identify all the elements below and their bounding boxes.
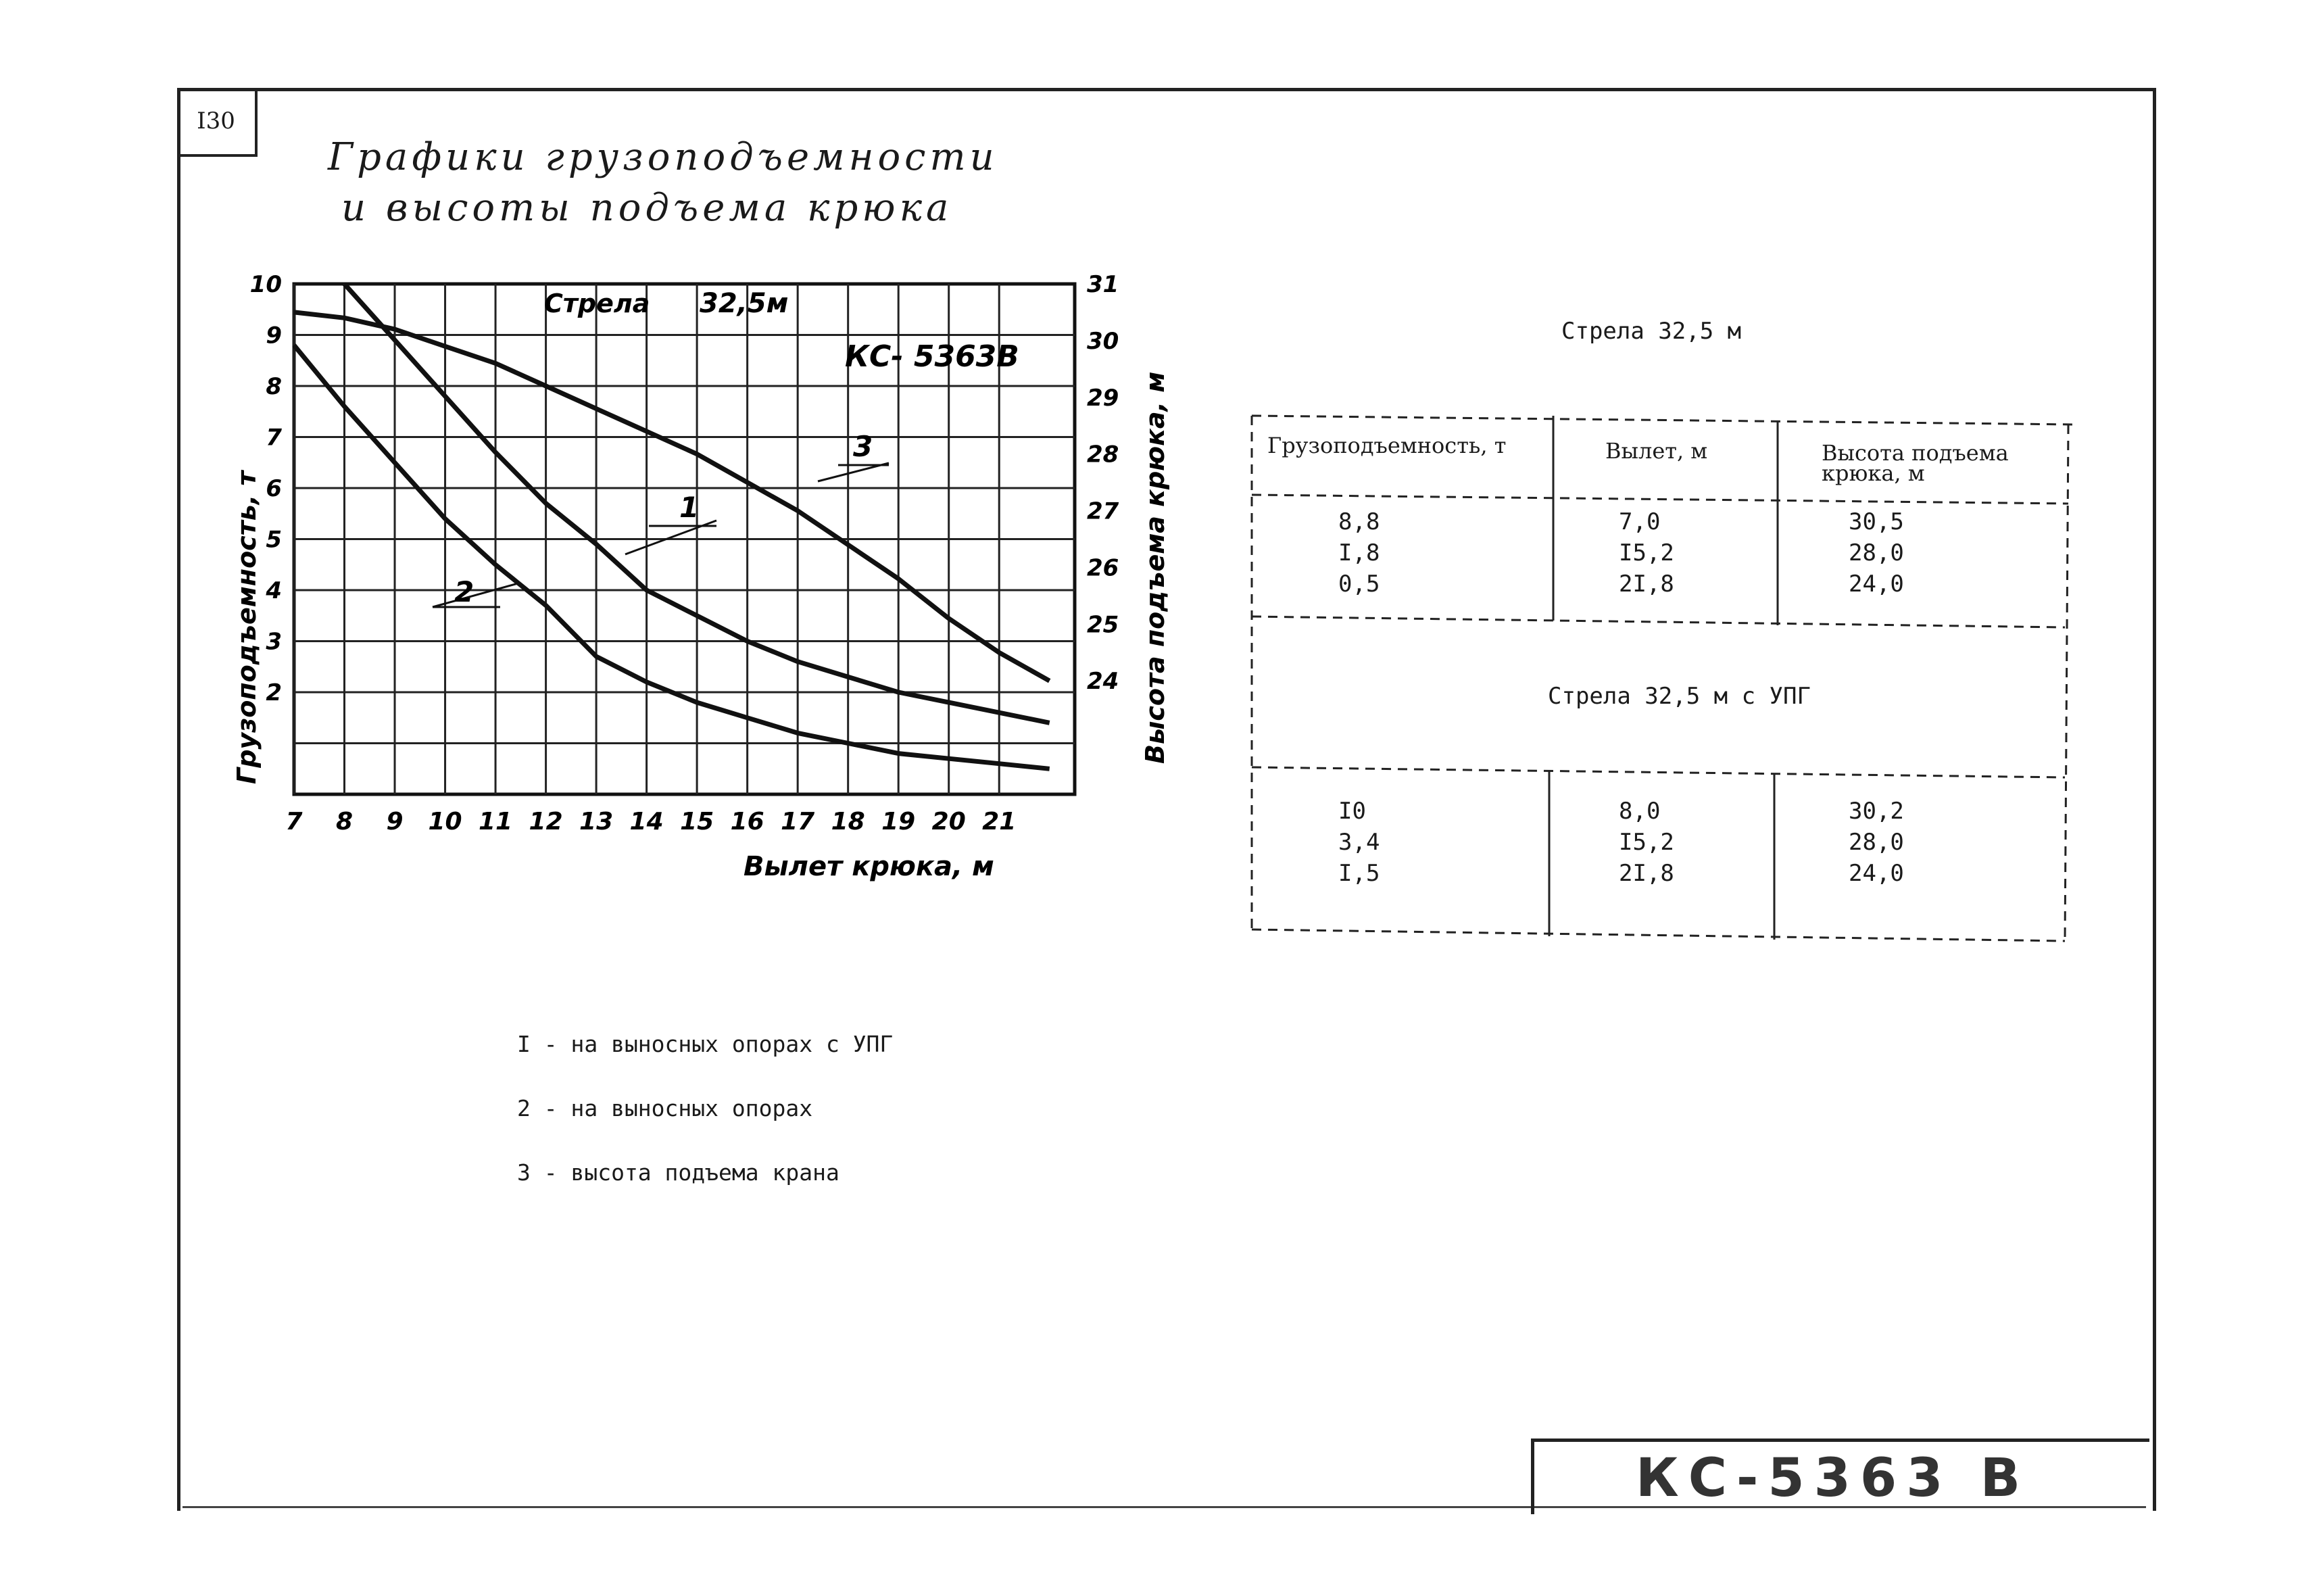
page-number: I30 <box>177 88 258 157</box>
y-left-tick-label: 3 <box>266 628 282 656</box>
table-header-height-line1: Высота подъема <box>1822 440 2009 466</box>
x-tick-label: 10 <box>428 808 462 836</box>
table-cell: I0 <box>1338 798 1366 825</box>
y-right-tick-label: 27 <box>1087 498 1119 525</box>
y-left-tick-label: 5 <box>266 526 282 554</box>
table-cell: 2I,8 <box>1619 571 1674 598</box>
x-tick-label: 21 <box>982 808 1017 836</box>
table-cell: 24,0 <box>1849 860 1904 887</box>
x-tick-label: 14 <box>629 808 664 836</box>
legend-item-1: I - на выносных опорах с УПГ <box>517 1031 894 1057</box>
table-header-reach: Вылет, м <box>1605 438 1708 464</box>
y-left-tick-label: 8 <box>266 373 282 400</box>
x-tick-label: 18 <box>831 808 865 836</box>
curve-2-label: 2 <box>454 575 474 608</box>
table-caption-top: Стрела 32,5 м <box>1561 318 1742 345</box>
x-tick-label: 19 <box>881 808 916 836</box>
left-axis-label: Грузоподъемность, т <box>232 470 262 784</box>
y-right-tick-label: 30 <box>1087 327 1119 355</box>
y-left-tick-label: 4 <box>266 577 282 604</box>
x-axis-label: Вылет крюка, м <box>744 851 994 882</box>
table-cell: 2I,8 <box>1619 860 1674 887</box>
y-left-tick-label: 2 <box>266 679 282 706</box>
table-cell: 7,0 <box>1619 508 1661 535</box>
table-header-capacity: Грузоподъемность, т <box>1267 433 1507 458</box>
x-tick-label: 15 <box>680 808 714 836</box>
x-tick-label: 17 <box>781 808 815 836</box>
table-cell: 8,0 <box>1619 798 1661 825</box>
table-caption-upg: Стрела 32,5 м с УПГ <box>1548 683 1811 710</box>
table-header-height-line2: крюка, м <box>1822 460 1925 486</box>
x-tick-label: 16 <box>730 808 764 836</box>
x-tick-label: 13 <box>579 808 614 836</box>
curve-3-label: 3 <box>853 430 873 463</box>
table-cell: 24,0 <box>1849 571 1904 598</box>
right-axis-label: Высота подъема крюка, м <box>1140 371 1170 764</box>
y-right-tick-label: 25 <box>1087 611 1119 639</box>
legend-item-2: 2 - на выносных опорах <box>517 1095 813 1121</box>
boom-label: Стрела <box>544 289 650 318</box>
table-cell: 30,5 <box>1849 508 1904 535</box>
x-tick-label: 7 <box>285 808 303 836</box>
model-label: КС- 5363В <box>845 339 1019 374</box>
y-right-tick-label: 31 <box>1087 271 1119 298</box>
table-cell: 0,5 <box>1338 571 1380 598</box>
y-left-tick-label: 7 <box>266 424 282 452</box>
y-right-tick-label: 29 <box>1087 384 1119 412</box>
curve-1-label: 1 <box>679 491 700 524</box>
table-cell: I5,2 <box>1619 539 1674 566</box>
boom-value: 32,5м <box>700 288 789 319</box>
y-left-tick-label: 10 <box>249 271 282 298</box>
x-tick-label: 20 <box>931 808 966 836</box>
title-line-2: и высоты подъема крюка <box>341 186 953 230</box>
y-right-tick-label: 26 <box>1087 554 1119 582</box>
x-tick-label: 11 <box>479 808 513 836</box>
table-header-height <box>1822 440 2009 486</box>
table-cell: 28,0 <box>1849 539 1904 566</box>
table-cell: I5,2 <box>1619 829 1674 856</box>
table-cell: 3,4 <box>1338 829 1380 856</box>
model-stamp: КС-5363 В <box>1531 1438 2149 1514</box>
y-right-tick-label: 28 <box>1087 441 1119 468</box>
table-cell: 28,0 <box>1849 829 1904 856</box>
x-tick-label: 9 <box>386 808 404 836</box>
legend-item-3: 3 - высота подъема крана <box>517 1159 839 1186</box>
x-tick-label: 8 <box>335 808 354 836</box>
y-right-tick-label: 24 <box>1087 668 1119 696</box>
x-tick-label: 12 <box>529 808 563 836</box>
y-left-tick-label: 6 <box>266 475 282 502</box>
table-cell: I,5 <box>1338 860 1380 887</box>
table-cell: 30,2 <box>1849 798 1904 825</box>
table-cell: I,8 <box>1338 539 1380 566</box>
title-line-1: Графики грузоподъемности <box>328 135 998 179</box>
y-left-tick-label: 9 <box>266 322 282 349</box>
table-cell: 8,8 <box>1338 508 1380 535</box>
